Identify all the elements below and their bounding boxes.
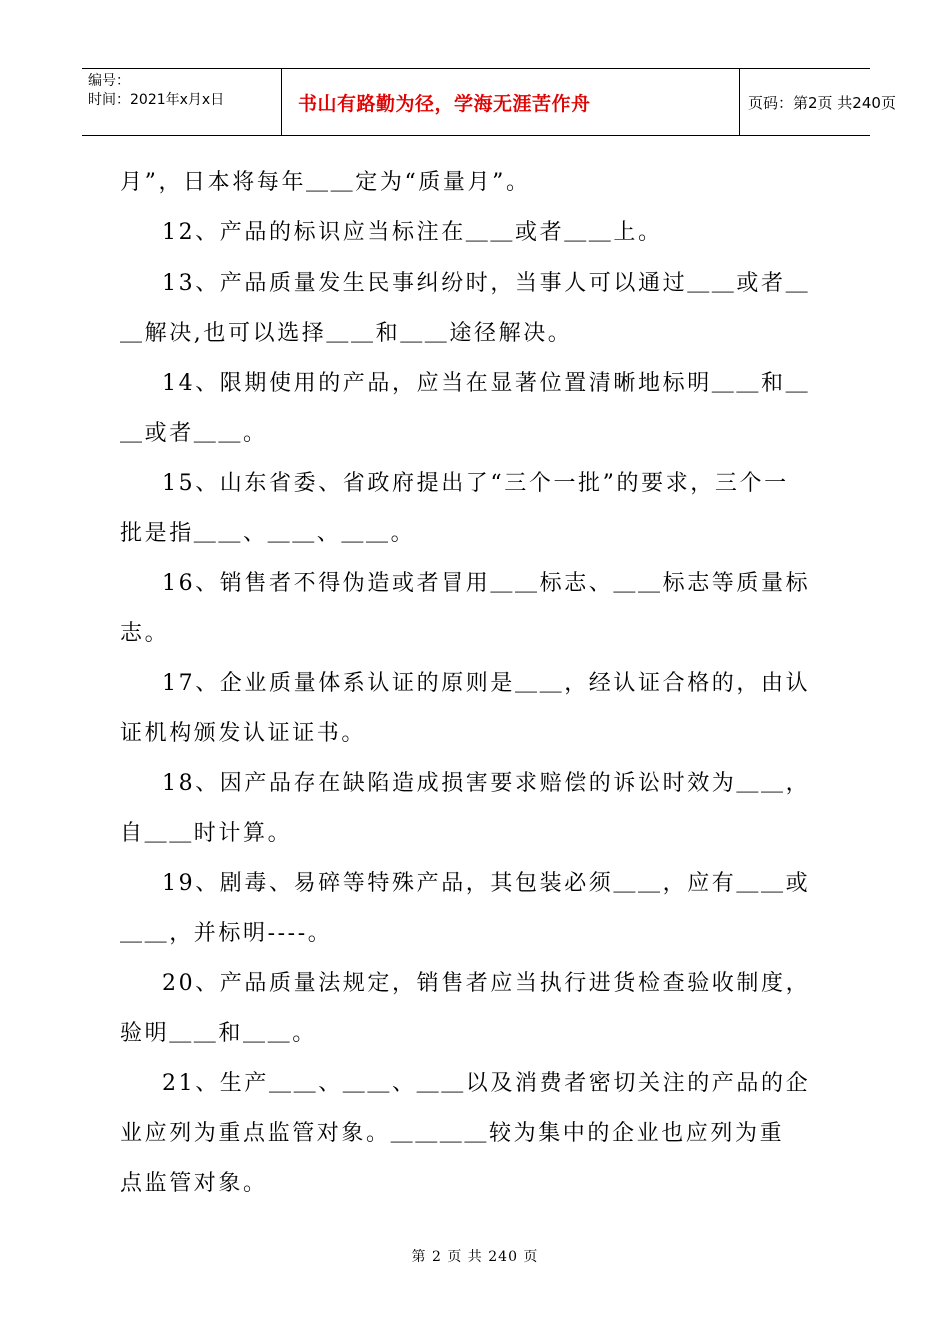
page-header: [82, 68, 896, 136]
question-18: 18、因产品存在缺陷造成损害要求赔偿的诉讼时效为＿＿，: [162, 771, 811, 796]
text-line: 点监管对象。: [120, 1171, 268, 1196]
text-line: 证机构颁发认证证书。: [120, 721, 367, 746]
question-19: 19、剧毒、易碎等特殊产品，其包装必须＿＿，应有＿＿或: [162, 871, 811, 896]
text-line: ＿＿，并标明----。: [120, 921, 333, 946]
header-meta: [82, 69, 282, 135]
text-line: 业应列为重点监管对象。＿＿＿＿较为集中的企业也应列为重: [120, 1121, 785, 1146]
question-16: 16、销售者不得伪造或者冒用＿＿标志、＿＿标志等质量标: [162, 571, 811, 596]
text-line: 批是指＿＿、＿＿、＿＿。: [120, 521, 416, 546]
text-line: ＿解决,也可以选择＿＿和＿＿途径解决。: [120, 321, 573, 346]
question-12: 12、产品的标识应当标注在＿＿或者＿＿上。: [162, 220, 663, 245]
document-time-label: 时间：2021年x月x日: [88, 92, 225, 108]
text-line: 志。: [120, 621, 170, 646]
question-20: 20、产品质量法规定，销售者应当执行进货检查验收制度，: [162, 971, 811, 996]
page-footer: 第 2 页 共 240 页: [411, 1249, 539, 1265]
document-number-label: 编号：: [88, 73, 130, 89]
question-21: 21、生产＿＿、＿＿、＿＿以及消费者密切关注的产品的企: [162, 1071, 811, 1096]
header-motto: 书山有路勤为径，学海无涯苦作舟: [282, 69, 740, 135]
text-line: 自＿＿时计算。: [120, 821, 293, 846]
header-page-number: 页码：第2页 共240页: [748, 93, 896, 112]
text-line: ＿或者＿＿。: [120, 421, 268, 446]
text-line: 验明＿＿和＿＿。: [120, 1021, 317, 1046]
question-14: 14、限期使用的产品，应当在显著位置清晰地标明＿＿和＿: [162, 371, 811, 396]
question-15: 15、山东省委、省政府提出了“三个一批”的要求，三个一: [162, 471, 789, 496]
text-line: 月”，日本将每年＿＿定为“质量月”。: [120, 170, 531, 195]
question-13: 13、产品质量发生民事纠纷时，当事人可以通过＿＿或者＿: [162, 271, 811, 296]
question-17: 17、企业质量体系认证的原则是＿＿，经认证合格的，由认: [162, 671, 811, 696]
